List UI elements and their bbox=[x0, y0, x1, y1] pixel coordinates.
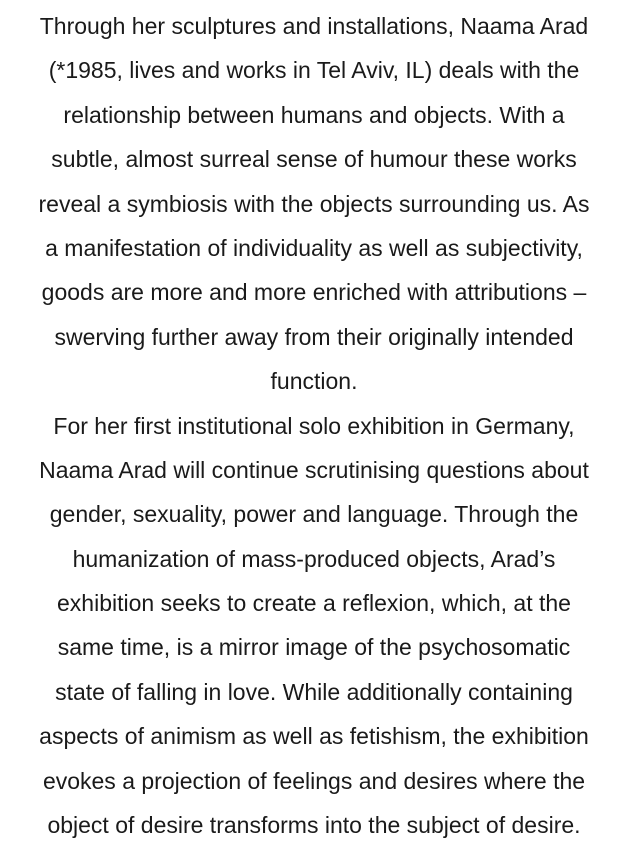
text-line: a manifestation of individuality as well as subjectivity, bbox=[45, 234, 583, 261]
text-line: evokes a projection of feelings and desires where the bbox=[42, 767, 586, 794]
text-line: Through her sculptures and installations, Naama Arad bbox=[39, 13, 589, 39]
paragraph-exhibition bbox=[0, 404, 628, 848]
paragraph-intro bbox=[0, 4, 628, 404]
text-line: (*1985, lives and works in Tel Aviv, IL) deals with the bbox=[48, 57, 580, 84]
text-line: goods are more and more enriched with attributions – bbox=[41, 279, 587, 306]
text-line: function. bbox=[270, 368, 358, 395]
text-line: state of falling in love. While additionally containing bbox=[55, 678, 573, 705]
text-line: relationship between humans and objects. With a bbox=[63, 101, 565, 128]
text-line: subtle, almost surreal sense of humour these works bbox=[51, 146, 577, 173]
text-line: exhibition seeks to create a reflexion, which, at the bbox=[57, 590, 571, 617]
text-line: same time, is a mirror image of the psychosomatic bbox=[57, 634, 571, 661]
text-line: gender, sexuality, power and language. Through the bbox=[49, 501, 579, 528]
text-line: aspects of animism as well as fetishism, the exhibition bbox=[39, 723, 589, 750]
text-line: For her first institutional solo exhibition in Germany, bbox=[53, 412, 575, 439]
text-line: object of desire transforms into the subject of desire. bbox=[47, 812, 581, 839]
text-line: swerving further away from their originally intended bbox=[54, 323, 574, 350]
text-line: Naama Arad will continue scrutinising questions about bbox=[39, 456, 589, 483]
text-line: reveal a symbiosis with the objects surrounding us. As bbox=[38, 190, 590, 217]
text-line: humanization of mass-produced objects, Arad’s bbox=[72, 545, 556, 572]
